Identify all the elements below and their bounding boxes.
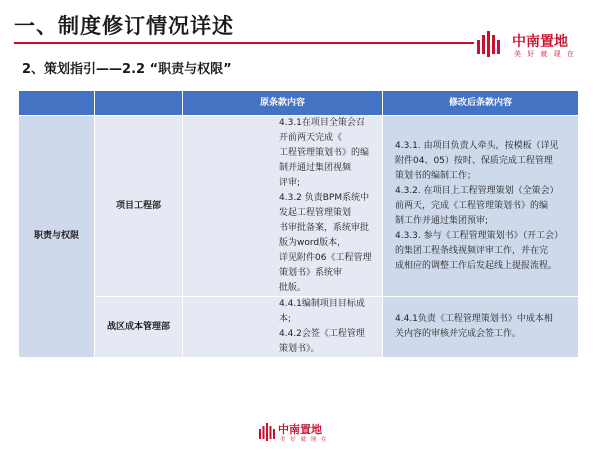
original-line: 4.3.1在项目全策会召开前两天完成《 xyxy=(279,118,365,143)
original-line: 评审; xyxy=(279,178,301,188)
original-line: 书审批备案，系统审批版为word版本， xyxy=(279,223,370,248)
column-header-original: 原条款内容 xyxy=(183,91,383,116)
logo-bars-icon xyxy=(476,30,506,58)
category-cell: 职责与权限 xyxy=(19,116,95,358)
original-line: 4.4.1编制项目目标成本; xyxy=(279,299,365,324)
original-line: 批版。 xyxy=(279,283,307,293)
revised-line: 的集团工程条线视频评审工作，并在完 xyxy=(395,245,549,256)
revised-line: 附件04、05）按时、保质完成工程管理 xyxy=(395,155,553,166)
footer-logo-tagline: 美 好 就 现 在 xyxy=(280,437,328,443)
original-line: 4.4.2会签《工程管理策划书》。 xyxy=(279,329,365,354)
section-subtitle: 2、策划指引——2.2 “职责与权限” xyxy=(22,62,232,77)
revision-table xyxy=(18,90,579,358)
revised-line: 4.3.1. 由项目负责人牵头，按模板（详见 xyxy=(395,140,559,151)
revised-line: 成相应的调整工作后发起线上提报流程。 xyxy=(395,260,558,271)
revised-line: 前两天，完成《工程管理策划书》的编 xyxy=(395,200,549,211)
title-divider xyxy=(14,42,474,44)
footer-logo-name: 中南置地 xyxy=(278,423,322,436)
column-header-revised: 修改后条款内容 xyxy=(383,91,579,116)
brand-logo xyxy=(476,28,588,62)
revised-line: 4.3.3. 参与《工程管理策划书》（开工会） xyxy=(395,230,564,241)
table-header-row xyxy=(19,91,579,116)
revised-line: 4.4.1负责《工程管理策划书》中成本相 xyxy=(395,314,553,324)
revised-clause-cell xyxy=(383,116,579,297)
revised-clause-cell xyxy=(383,297,579,358)
page-title: 一、制度修订情况详述 xyxy=(14,14,234,38)
unit-cell-cost-management: 战区成本管理部 xyxy=(95,297,183,358)
footer-logo-bars-icon xyxy=(258,422,276,442)
original-line: 4.3.2 负责BPM系统中发起工程管理策划 xyxy=(279,193,370,218)
original-clause-cell xyxy=(183,116,383,297)
revised-line: 制工作并通过集团预审; xyxy=(395,215,489,226)
table-row xyxy=(19,297,579,358)
revised-line: 策划书的编制工作； xyxy=(395,170,477,181)
revised-line: 关内容的审核并完成会签工作。 xyxy=(395,329,522,339)
header-blank-2 xyxy=(95,91,183,116)
logo-name: 中南置地 xyxy=(512,34,568,50)
original-clause-cell xyxy=(183,297,383,358)
logo-tagline: 美 好 就 现 在 xyxy=(514,50,576,58)
footer-logo xyxy=(258,420,348,446)
table-row xyxy=(19,116,579,297)
original-line: 工程管理策划书》的编制并通过集团视频 xyxy=(279,148,370,173)
revised-line: 4.3.2. 在项目上工程管理策划（全策会） xyxy=(395,185,559,196)
original-line: 详见附件06《工程管理策划书》系统审 xyxy=(279,253,372,278)
unit-cell-project-engineering: 项目工程部 xyxy=(95,116,183,297)
header-blank-1 xyxy=(19,91,95,116)
